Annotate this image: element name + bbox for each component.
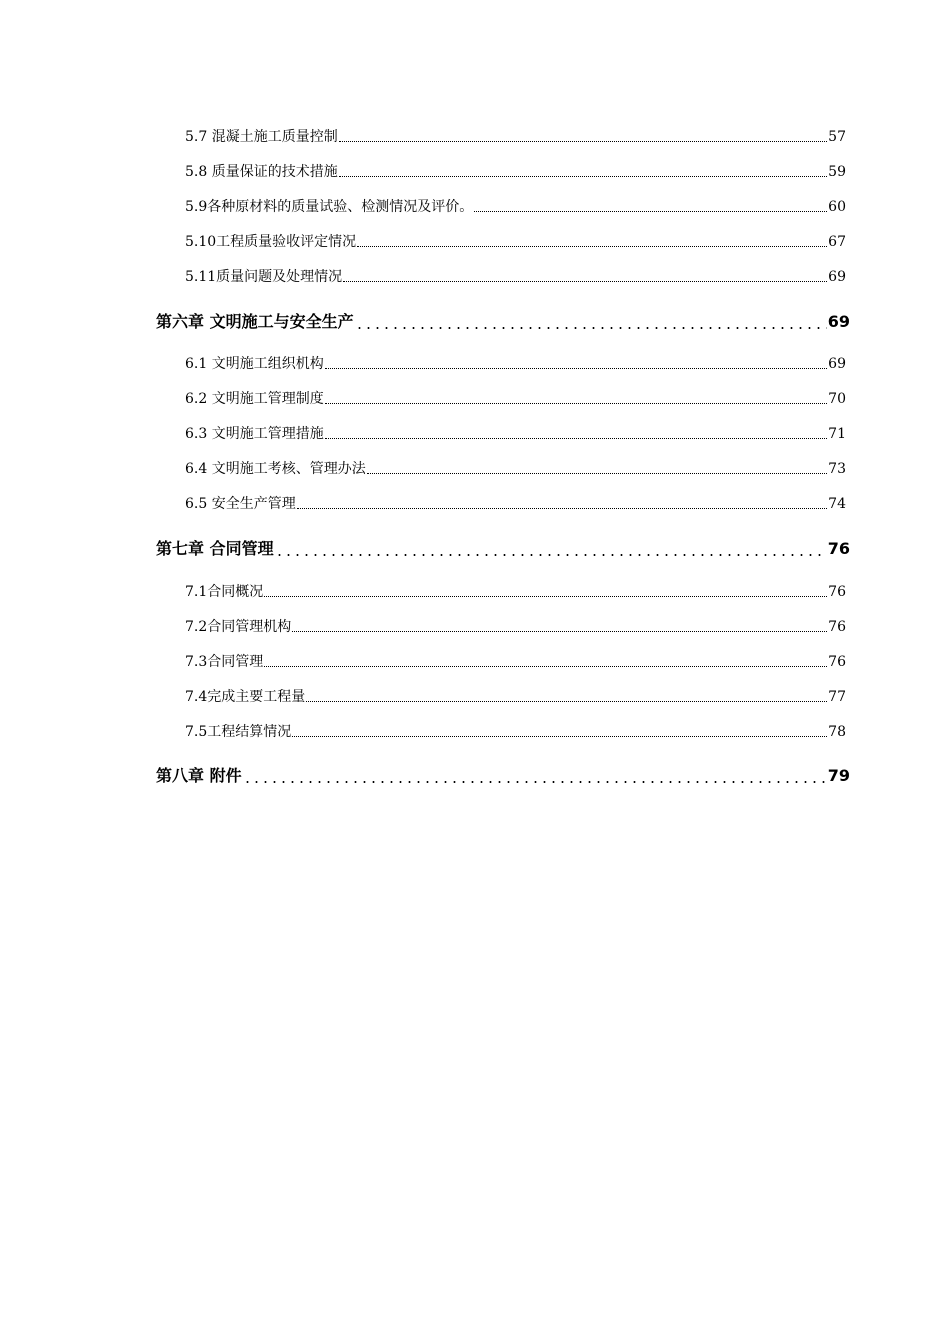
toc-entry-5-9[interactable] [185,197,846,217]
toc-chapter-8[interactable] [156,764,850,788]
toc-entry-page: 74 [828,496,846,512]
toc-entry-title: 6.4 文明施工考核、管理办法 [185,461,366,477]
dot-leader [343,267,827,287]
toc-entry-title: 6.1 文明施工组织机构 [185,356,324,372]
toc-chapter-7[interactable] [156,537,850,561]
toc-entry-title: 7.4完成主要工程量 [185,689,306,705]
toc-entry-6-5[interactable] [185,494,846,514]
toc-entry-7-3[interactable] [185,652,846,672]
toc-entry-7-4[interactable] [185,687,846,707]
toc-entry-page: 76 [828,654,846,670]
dot-leader [297,494,827,514]
toc-chapter-6[interactable] [156,310,850,334]
toc-entry-6-2[interactable] [185,389,846,409]
toc-chapter-page: 76 [827,539,850,558]
toc-entry-title: 6.2 文明施工管理制度 [185,391,324,407]
toc-entry-page: 70 [828,391,846,407]
toc-entry-page: 77 [828,689,846,705]
toc-chapter-title: 第七章 合同管理 [156,539,274,558]
dot-leader [292,617,827,637]
dot-leader [306,687,827,707]
toc-entry-7-2[interactable] [185,617,846,637]
toc-chapter-title: 第八章 附件 [156,766,242,785]
dot-leader [339,162,827,182]
dot-leader [243,764,827,788]
toc-entry-5-7[interactable] [185,127,846,147]
toc-entry-7-5[interactable] [185,722,846,742]
toc-entry-6-4[interactable] [185,459,846,479]
dot-leader [325,389,827,409]
dot-leader [275,537,827,561]
toc-entry-title: 7.2合同管理机构 [185,619,292,635]
toc-entry-page: 73 [828,461,846,477]
toc-entry-page: 76 [828,619,846,635]
toc-entry-title: 5.9各种原材料的质量试验、检测情况及评价。 [185,199,474,215]
dot-leader [292,722,827,742]
toc-entry-page: 69 [828,356,846,372]
toc-entry-7-1[interactable] [185,582,846,602]
toc-entry-page: 78 [828,724,846,740]
toc-entry-page: 71 [828,426,846,442]
toc-entry-title: 5.8 质量保证的技术措施 [185,164,338,180]
dot-leader [339,127,827,147]
toc-chapter-title: 第六章 文明施工与安全生产 [156,312,354,331]
dot-leader [264,582,827,602]
toc-entry-page: 76 [828,584,846,600]
dot-leader [325,354,827,374]
toc-entry-5-10[interactable] [185,232,846,252]
toc-entry-6-1[interactable] [185,354,846,374]
toc-entry-title: 5.10工程质量验收评定情况 [185,234,357,250]
toc-chapter-page: 69 [827,312,850,331]
toc-entry-page: 60 [828,199,846,215]
dot-leader [357,232,827,252]
toc-entry-title: 7.1合同概况 [185,584,264,600]
toc-entry-title: 5.11质量问题及处理情况 [185,269,343,285]
toc-entry-title: 6.3 文明施工管理措施 [185,426,324,442]
toc-entry-page: 57 [828,129,846,145]
toc-entry-6-3[interactable] [185,424,846,444]
dot-leader [367,459,827,479]
toc-chapter-page: 79 [827,766,850,785]
dot-leader [264,652,827,672]
dot-leader [474,197,827,217]
toc-entry-title: 7.3合同管理 [185,654,264,670]
toc-entry-title: 5.7 混凝土施工质量控制 [185,129,338,145]
dot-leader [355,310,827,334]
toc-entry-page: 59 [828,164,846,180]
toc-entry-5-8[interactable] [185,162,846,182]
dot-leader [325,424,827,444]
toc-entry-5-11[interactable] [185,267,846,287]
toc-entry-title: 7.5工程结算情况 [185,724,292,740]
toc-entry-page: 69 [828,269,846,285]
toc-entry-title: 6.5 安全生产管理 [185,496,296,512]
toc-entry-page: 67 [828,234,846,250]
